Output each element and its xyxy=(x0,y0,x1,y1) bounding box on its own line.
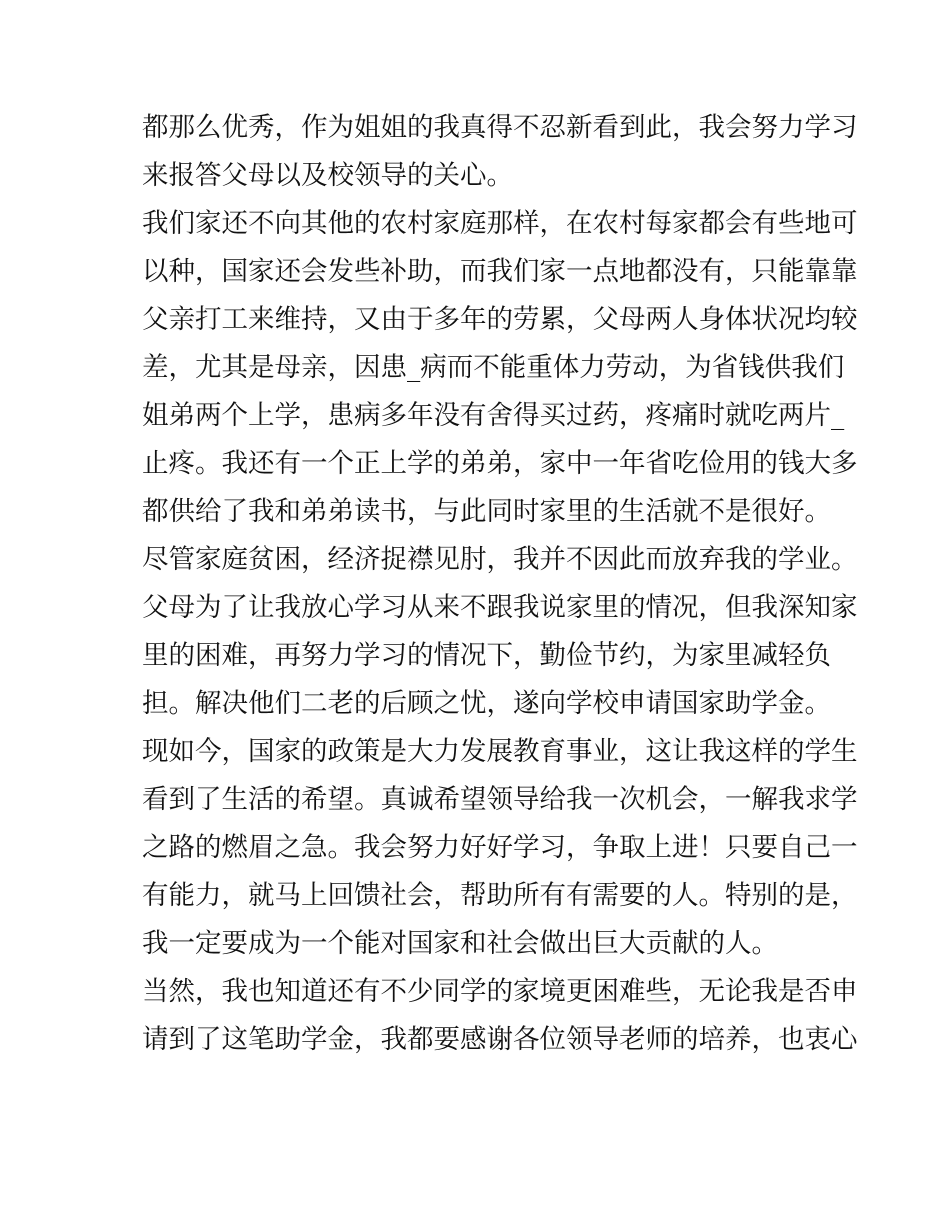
body-text xyxy=(142,104,858,1064)
text-line: 父亲打工来维持，又由于多年的劳累，父母两人身体状况均较 xyxy=(142,304,858,335)
text-line: 姐弟两个上学，患病多年没有舍得买过药，疼痛时就吃两片_ xyxy=(142,400,845,431)
text-line: 我们家还不向其他的农村家庭那样，在农村每家都会有些地可 xyxy=(142,208,858,239)
text-line: 止疼。我还有一个正上学的弟弟，家中一年省吃俭用的钱大多 xyxy=(142,448,858,479)
text-line: 里的困难，再努力学习的情况下，勤俭节约，为家里减轻负 xyxy=(142,640,831,671)
text-line: 担。解决他们二老的后顾之忧，遂向学校申请国家助学金。 xyxy=(142,688,831,719)
text-line: 我一定要成为一个能对国家和社会做出巨大贡献的人。 xyxy=(142,928,778,959)
text-line: 以种，国家还会发些补助，而我们家一点地都没有，只能靠靠 xyxy=(142,256,858,287)
text-line: 都供给了我和弟弟读书，与此同时家里的生活就不是很好。 xyxy=(142,496,831,527)
text-line: 请到了这笔助学金，我都要感谢各位领导老师的培养，也衷心 xyxy=(142,1024,858,1055)
text-line: 尽管家庭贫困，经济捉襟见肘，我并不因此而放弃我的学业。 xyxy=(142,544,858,575)
text-line: 之路的燃眉之急。我会努力好好学习，争取上进！只要自己一 xyxy=(142,832,858,863)
text-line: 现如今，国家的政策是大力发展教育事业，这让我这样的学生 xyxy=(142,736,858,767)
text-line: 当然，我也知道还有不少同学的家境更困难些，无论我是否申 xyxy=(142,976,858,1007)
text-line: 都那么优秀，作为姐姐的我真得不忍新看到此，我会努力学习 xyxy=(142,112,858,143)
text-line: 父母为了让我放心学习从来不跟我说家里的情况，但我深知家 xyxy=(142,592,858,623)
text-line: 有能力，就马上回馈社会，帮助所有有需要的人。特别的是， xyxy=(142,880,858,911)
text-line: 来报答父母以及校领导的关心。 xyxy=(142,160,513,191)
text-line: 看到了生活的希望。真诚希望领导给我一次机会，一解我求学 xyxy=(142,784,858,815)
text-line: 差，尤其是母亲，因患_病而不能重体力劳动，为省钱供我们 xyxy=(142,352,845,383)
